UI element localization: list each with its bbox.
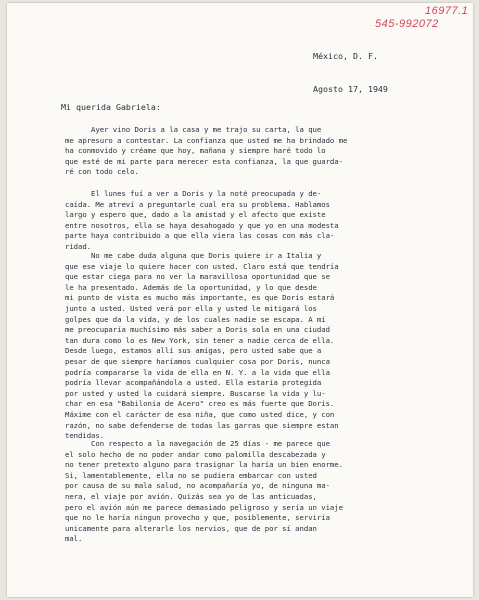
text-line: unicamente para alterarle los nervios, que de por sí andan	[65, 523, 317, 533]
letter-date: Agosto 17, 1949	[313, 84, 388, 94]
text-line: El lunes fuí a ver a Doris y la noté preocupada y de-	[65, 189, 322, 198]
paragraph-1	[65, 125, 473, 178]
text-line: No me cabe duda alguna que Doris quiere ir a Italia y	[65, 251, 322, 260]
paragraph-2	[65, 189, 473, 253]
salutation: Mi querida Gabriela:	[61, 102, 161, 112]
text-line: razón, no sabe defenderse de todas las garras que siempre estan	[65, 420, 339, 430]
text-line: que no le haría ningun provecho y que, posiblemente, serviría	[65, 513, 330, 523]
paragraph-3	[65, 251, 473, 442]
reference-code-annotation: 545-992072	[375, 18, 439, 30]
text-line: char en esa "Babilonia de Acero" creo es más fuerte que Doris.	[65, 399, 335, 409]
letter-place: México, D. F.	[313, 51, 378, 61]
text-line: me apresuro a contestar. La confianza que usted me ha brindado me	[65, 135, 348, 145]
text-line: tan dura como lo es New York, sin tener a nadie cerca de ella.	[65, 335, 335, 345]
text-line: mi punto de vista es mucho más importante, es que Doris estará	[65, 293, 335, 303]
text-line: que estar ciega para no ver la maravillosa oportunidad que se	[65, 272, 330, 282]
text-line: Desde luego, estamos allí sus amigas, pero usted sabe que a	[65, 346, 322, 356]
text-line: mal.	[65, 534, 83, 544]
text-line: le ha presentado. Además de la oportunidad, y lo que desde	[65, 282, 317, 292]
text-line: nera, el viaje por avión. Quizás sea yo de las anticuadas,	[65, 491, 317, 501]
text-line: golpes que da la vida, y de los cuales nadie se escapa. A mí	[65, 314, 326, 324]
text-line: junto a usted. Usted verá por ella y usted le mitigará los	[65, 303, 317, 313]
text-line: no tener pretexto alguno para trasignar la haría un bien enorme.	[65, 460, 343, 470]
text-line: Ayer vino Doris a la casa y me trajo su carta, la que	[65, 125, 322, 134]
date-block	[313, 29, 388, 117]
text-line: Si, lamentablemente, ella no se pudiera embarcar con usted	[65, 470, 317, 480]
text-line: Máxime con el carácter de esa niña, que como usted dice, y con	[65, 409, 335, 419]
paragraph-4	[65, 439, 473, 545]
text-line: podría compararse la vida de ella en N. Y. a la vida que ella	[65, 367, 330, 377]
text-line: pero el avión aún me parece demasiado peligroso y sería un viaje	[65, 502, 343, 512]
text-line: ré con todo celo.	[65, 167, 139, 177]
text-line: por causa de su mala salud, no acompañaría yo, de ninguna ma-	[65, 481, 330, 491]
text-line: por usted y usted la cuidará siempre. Buscarse la vida y lu-	[65, 388, 326, 398]
text-line: que esté de mi parte para merecer esta confianza, la que guarda-	[65, 156, 343, 166]
text-line: me preocuparía muchísimo más saber a Doris sola en una ciudad	[65, 325, 330, 335]
text-line: parte haya contribuido a que ella viera las cosas con más cla-	[65, 231, 335, 241]
letter-page	[7, 3, 473, 597]
text-line: caída. Me atreví a preguntarle cual era su problema. Hablamos	[65, 199, 330, 209]
archive-number-annotation: 16977.1	[425, 5, 469, 17]
text-line: ha conmovido y créame que hoy, mañana y siempre haré todo lo	[65, 146, 326, 156]
text-line: entre nosotros, ella se haya desahogado y que yo en una modesta	[65, 220, 339, 230]
text-line: largo y espero que, dado a la amistad y el afecto que existe	[65, 210, 326, 220]
text-line: el solo hecho de no poder andar como palomilla descabezada y	[65, 449, 326, 459]
text-line: que ese viaje lo quiere hacer con usted. Claro está que tendría	[65, 261, 339, 271]
text-line: ridad.	[65, 241, 92, 251]
text-line: podría llevar acompañándola a usted. Ella estaría protegida	[65, 378, 322, 388]
text-line: Con respecto a la navegación de 25 días - me parece que	[65, 439, 330, 448]
text-line: pesar de que siempre haríamos cualquier cosa por Doris, nunca	[65, 356, 330, 366]
text-line: tendidas.	[65, 431, 105, 441]
